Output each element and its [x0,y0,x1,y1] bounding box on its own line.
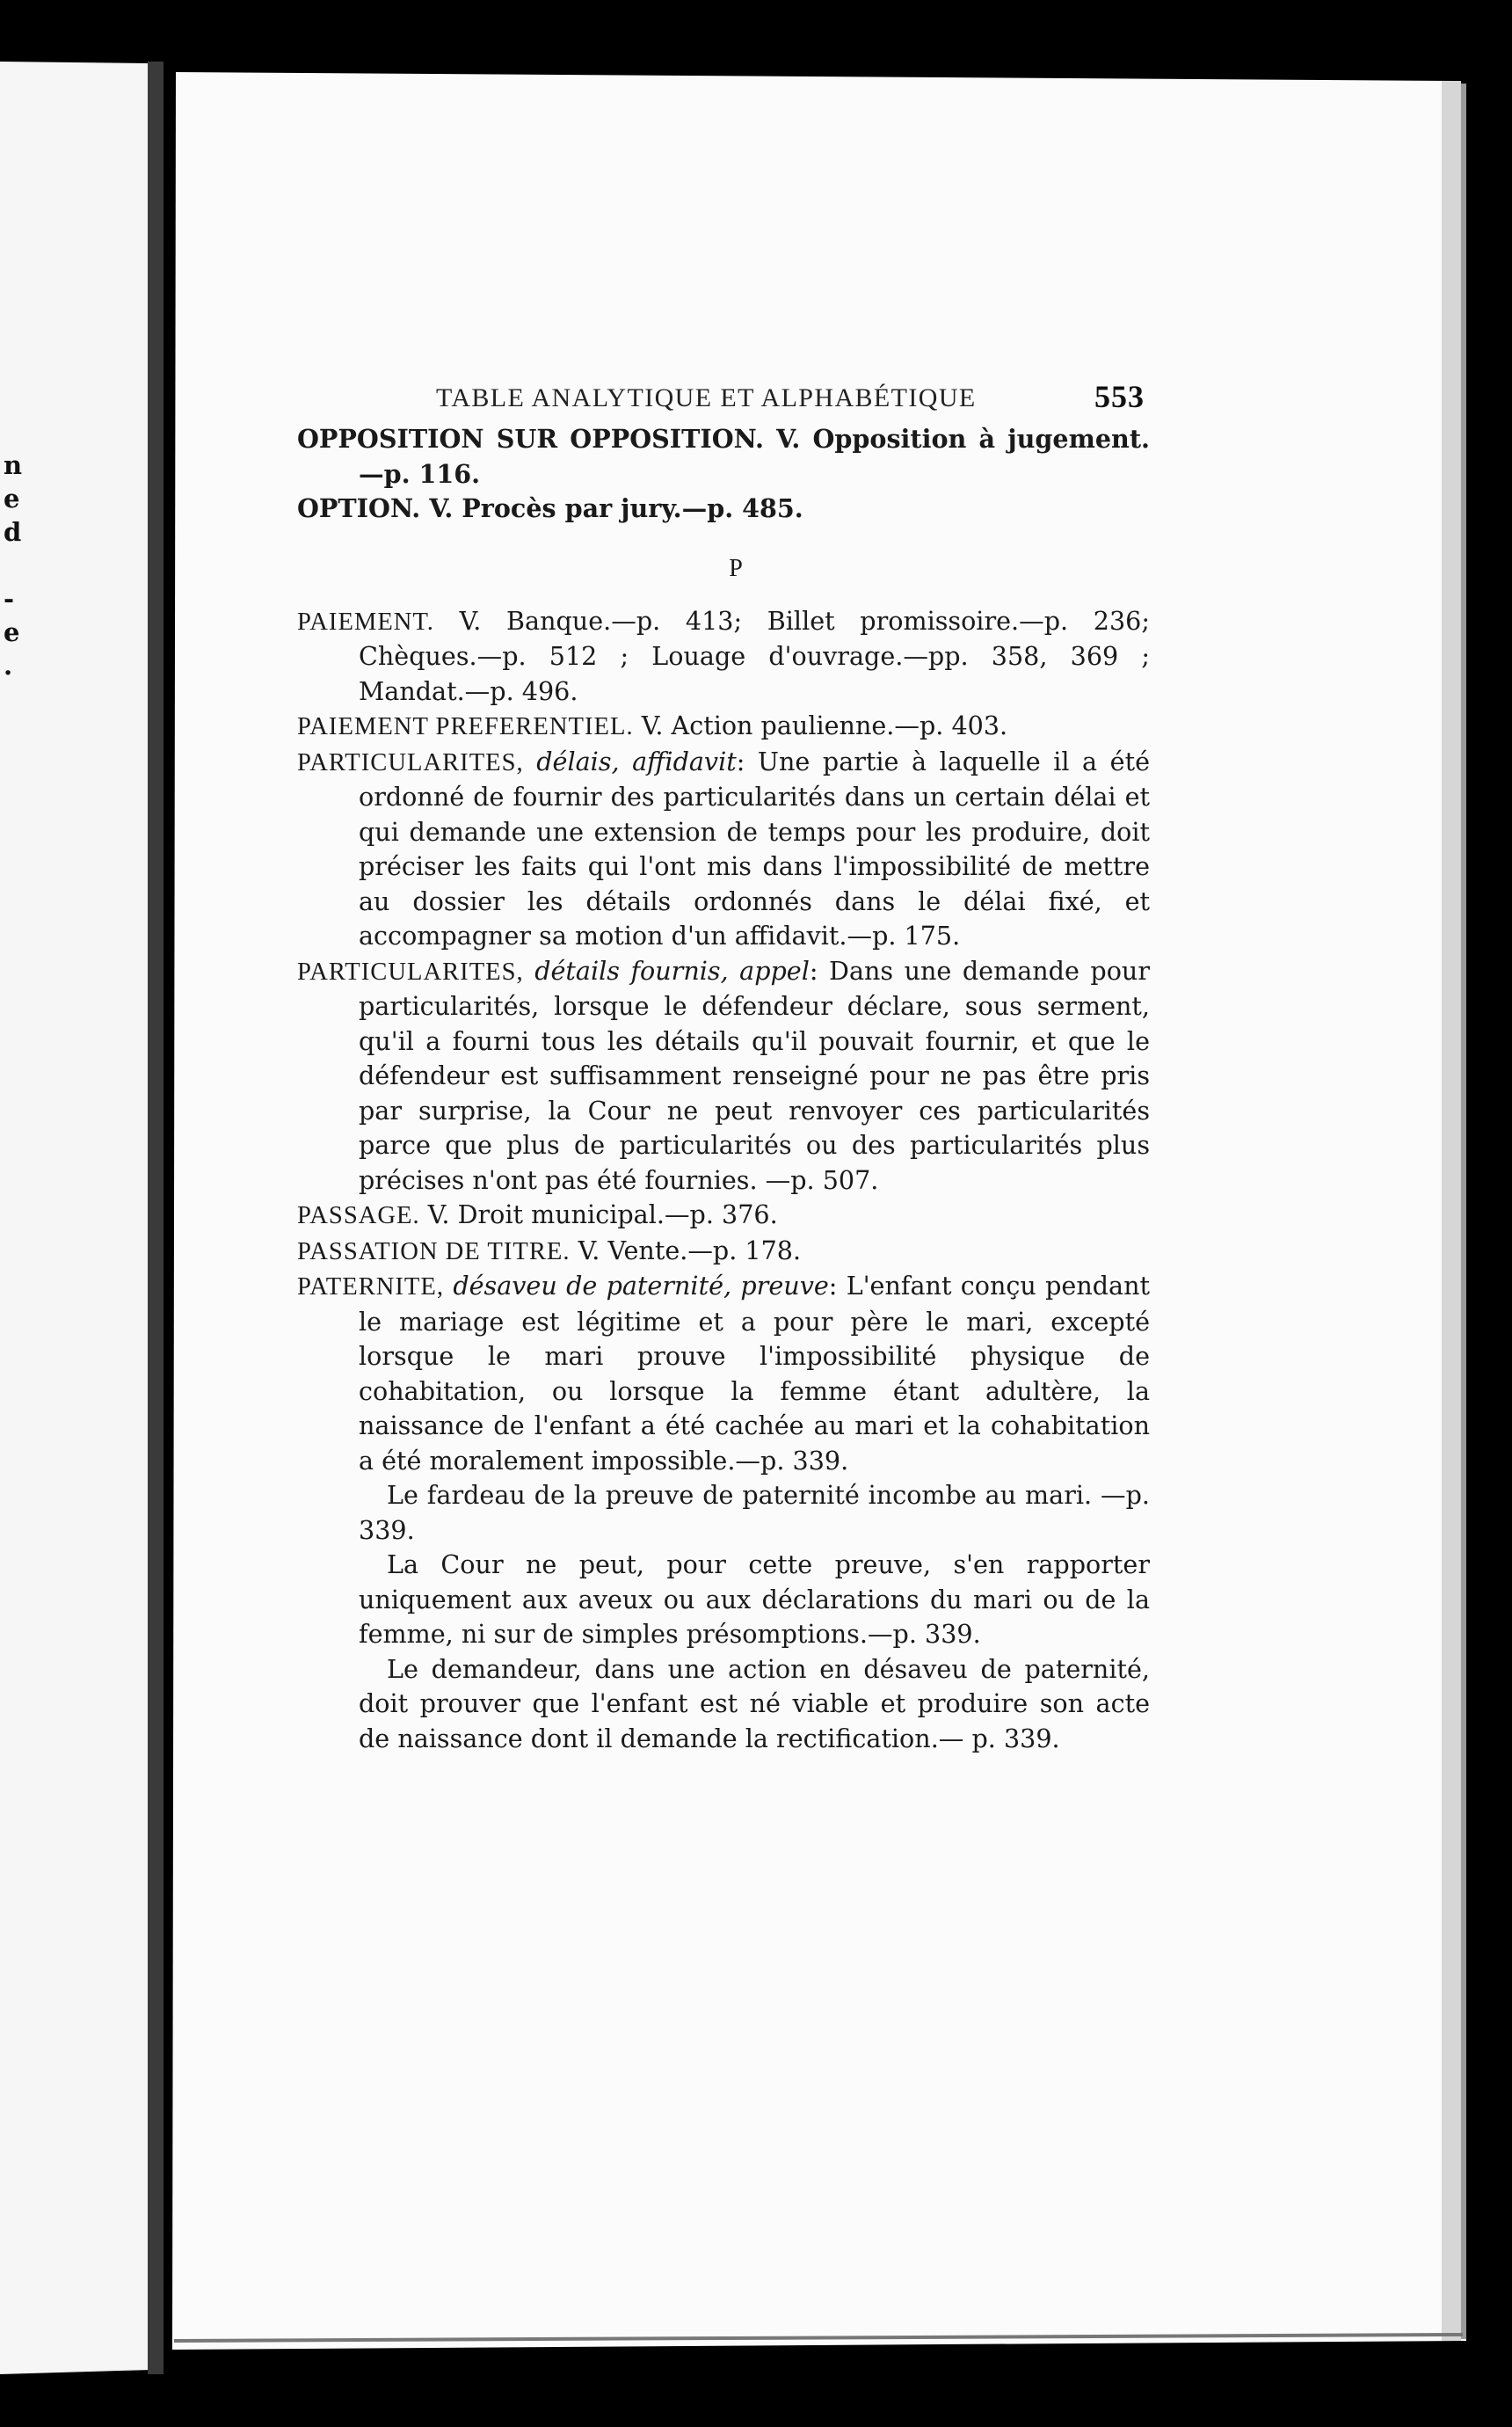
left-page-edge [0,62,151,2374]
fragment-letter: e [4,484,20,514]
entry-heading: PASSATION DE TITRE. [297,1237,571,1265]
fragment-letter: . [4,651,13,681]
entry-heading: OPTION. [297,493,421,523]
entry-reference: —p. 116. [359,458,481,489]
entry-text: : Dans une demande pour particularités, lorsque le défendeur déclare, sous serment, qu'il a fourni tous les détails qu'il pouvait fournir, et que le défendeur est suffisamment renseigné pour ne pas être pris par surprise, la Cour ne peut renvoyer ces particularités parce que plus de particularités ou des particularités plus précises n'ont pas été fournies. —p. 507. [359,955,1151,1195]
fragment-letter [4,549,19,582]
page-right-edge-shadow [1442,81,1461,2341]
entry-text: : Une partie à laquelle il a été ordonné de fournir des particularités dans un certain délai et qui demande une extension de temps pour les produire, doit préciser les faits qui l'ont mis dans l'impossibilité de mettre au dossier les détails ordonnés dans le délai fixé, et accompagner sa motion d'un affidavit.—p. 175. [359,746,1150,951]
fragment-letter: e [4,617,20,647]
entry-heading: PASSAGE. [297,1202,420,1229]
entry-text: V. Opposition à jugement. [763,424,1150,454]
entry-heading: OPPOSITION SUR OPPOSITION. [297,424,764,454]
index-entry [297,954,1150,1199]
entry-text: V. Banque.—p. 413; Billet promissoire.—p. 236; Chèques.—p. 512 ; Louage d'ouvrage.—pp. 358, 369 ; Mandat.—p. 496. [359,605,1150,706]
index-entry [297,422,1150,492]
page-number: 553 [1094,379,1145,414]
entry-text: V. Procès par jury. [420,493,682,523]
running-title: TABLE ANALYTIQUE ET ALPHABÉTIQUE [436,383,977,412]
entry-heading: PAIEMENT PREFERENTIEL. [297,713,634,740]
page-gutter [148,62,164,2374]
index-entry [297,1234,1150,1270]
fragment-letter: - [4,584,15,614]
fragment-letter: n [4,450,23,480]
entry-heading: PARTICULARITES, [297,958,524,986]
section-letter: P [729,554,743,582]
entry-paragraph: La Cour ne peut, pour cette preuve, s'en rapporter uniquement aux aveux ou aux déclarations du mari ou de la femme, ni sur de simples présomptions.—p. 339. [359,1549,1150,1649]
index-entry [297,492,1150,527]
entry-heading: PARTICULARITES, [297,748,524,776]
entry-subject: détails fournis, appel [534,955,810,986]
index-entry [297,604,1150,710]
entry-subject: délais, affidavit [536,746,737,776]
index-entry [297,1269,1150,1478]
entry-paragraph: Le fardeau de la preuve de paternité incombe au mari. —p. 339. [359,1480,1150,1545]
index-entry [297,745,1150,954]
index-entry [297,709,1150,745]
index-entry [297,1198,1150,1234]
facing-page-fragment [4,448,23,682]
running-header [297,378,1150,422]
page-content [297,378,1150,1756]
entry-text: : L'enfant conçu pendant le mariage est légitime et a pour père le mari, excepté lorsque le mari prouve l'impossibilité physique de cohabitation, ou lorsque la femme étant adultère, la naissance de l'enfant a été cachée au mari et la cohabitation a été moralement impossible.—p. 339. [359,1271,1151,1476]
entry-text: V. Vente.—p. 178. [570,1235,802,1265]
entry-reference: —p. 485. [681,493,803,523]
entry-paragraph: Le demandeur, dans une action en désaveu de paternité, doit prouver que l'enfant est né viable et produire son acte de naissance dont il demande la rectification.— p. 339. [359,1653,1150,1753]
entry-text: V. Droit municipal.—p. 376. [419,1199,778,1229]
entry-heading: PATERNITE, [297,1273,445,1301]
entry-text: V. Action paulienne.—p. 403. [633,711,1008,740]
entry-heading: PAIEMENT. [297,608,434,636]
entry-subject: désaveu de paternité, preuve [453,1271,829,1301]
fragment-letter: d [4,517,22,547]
